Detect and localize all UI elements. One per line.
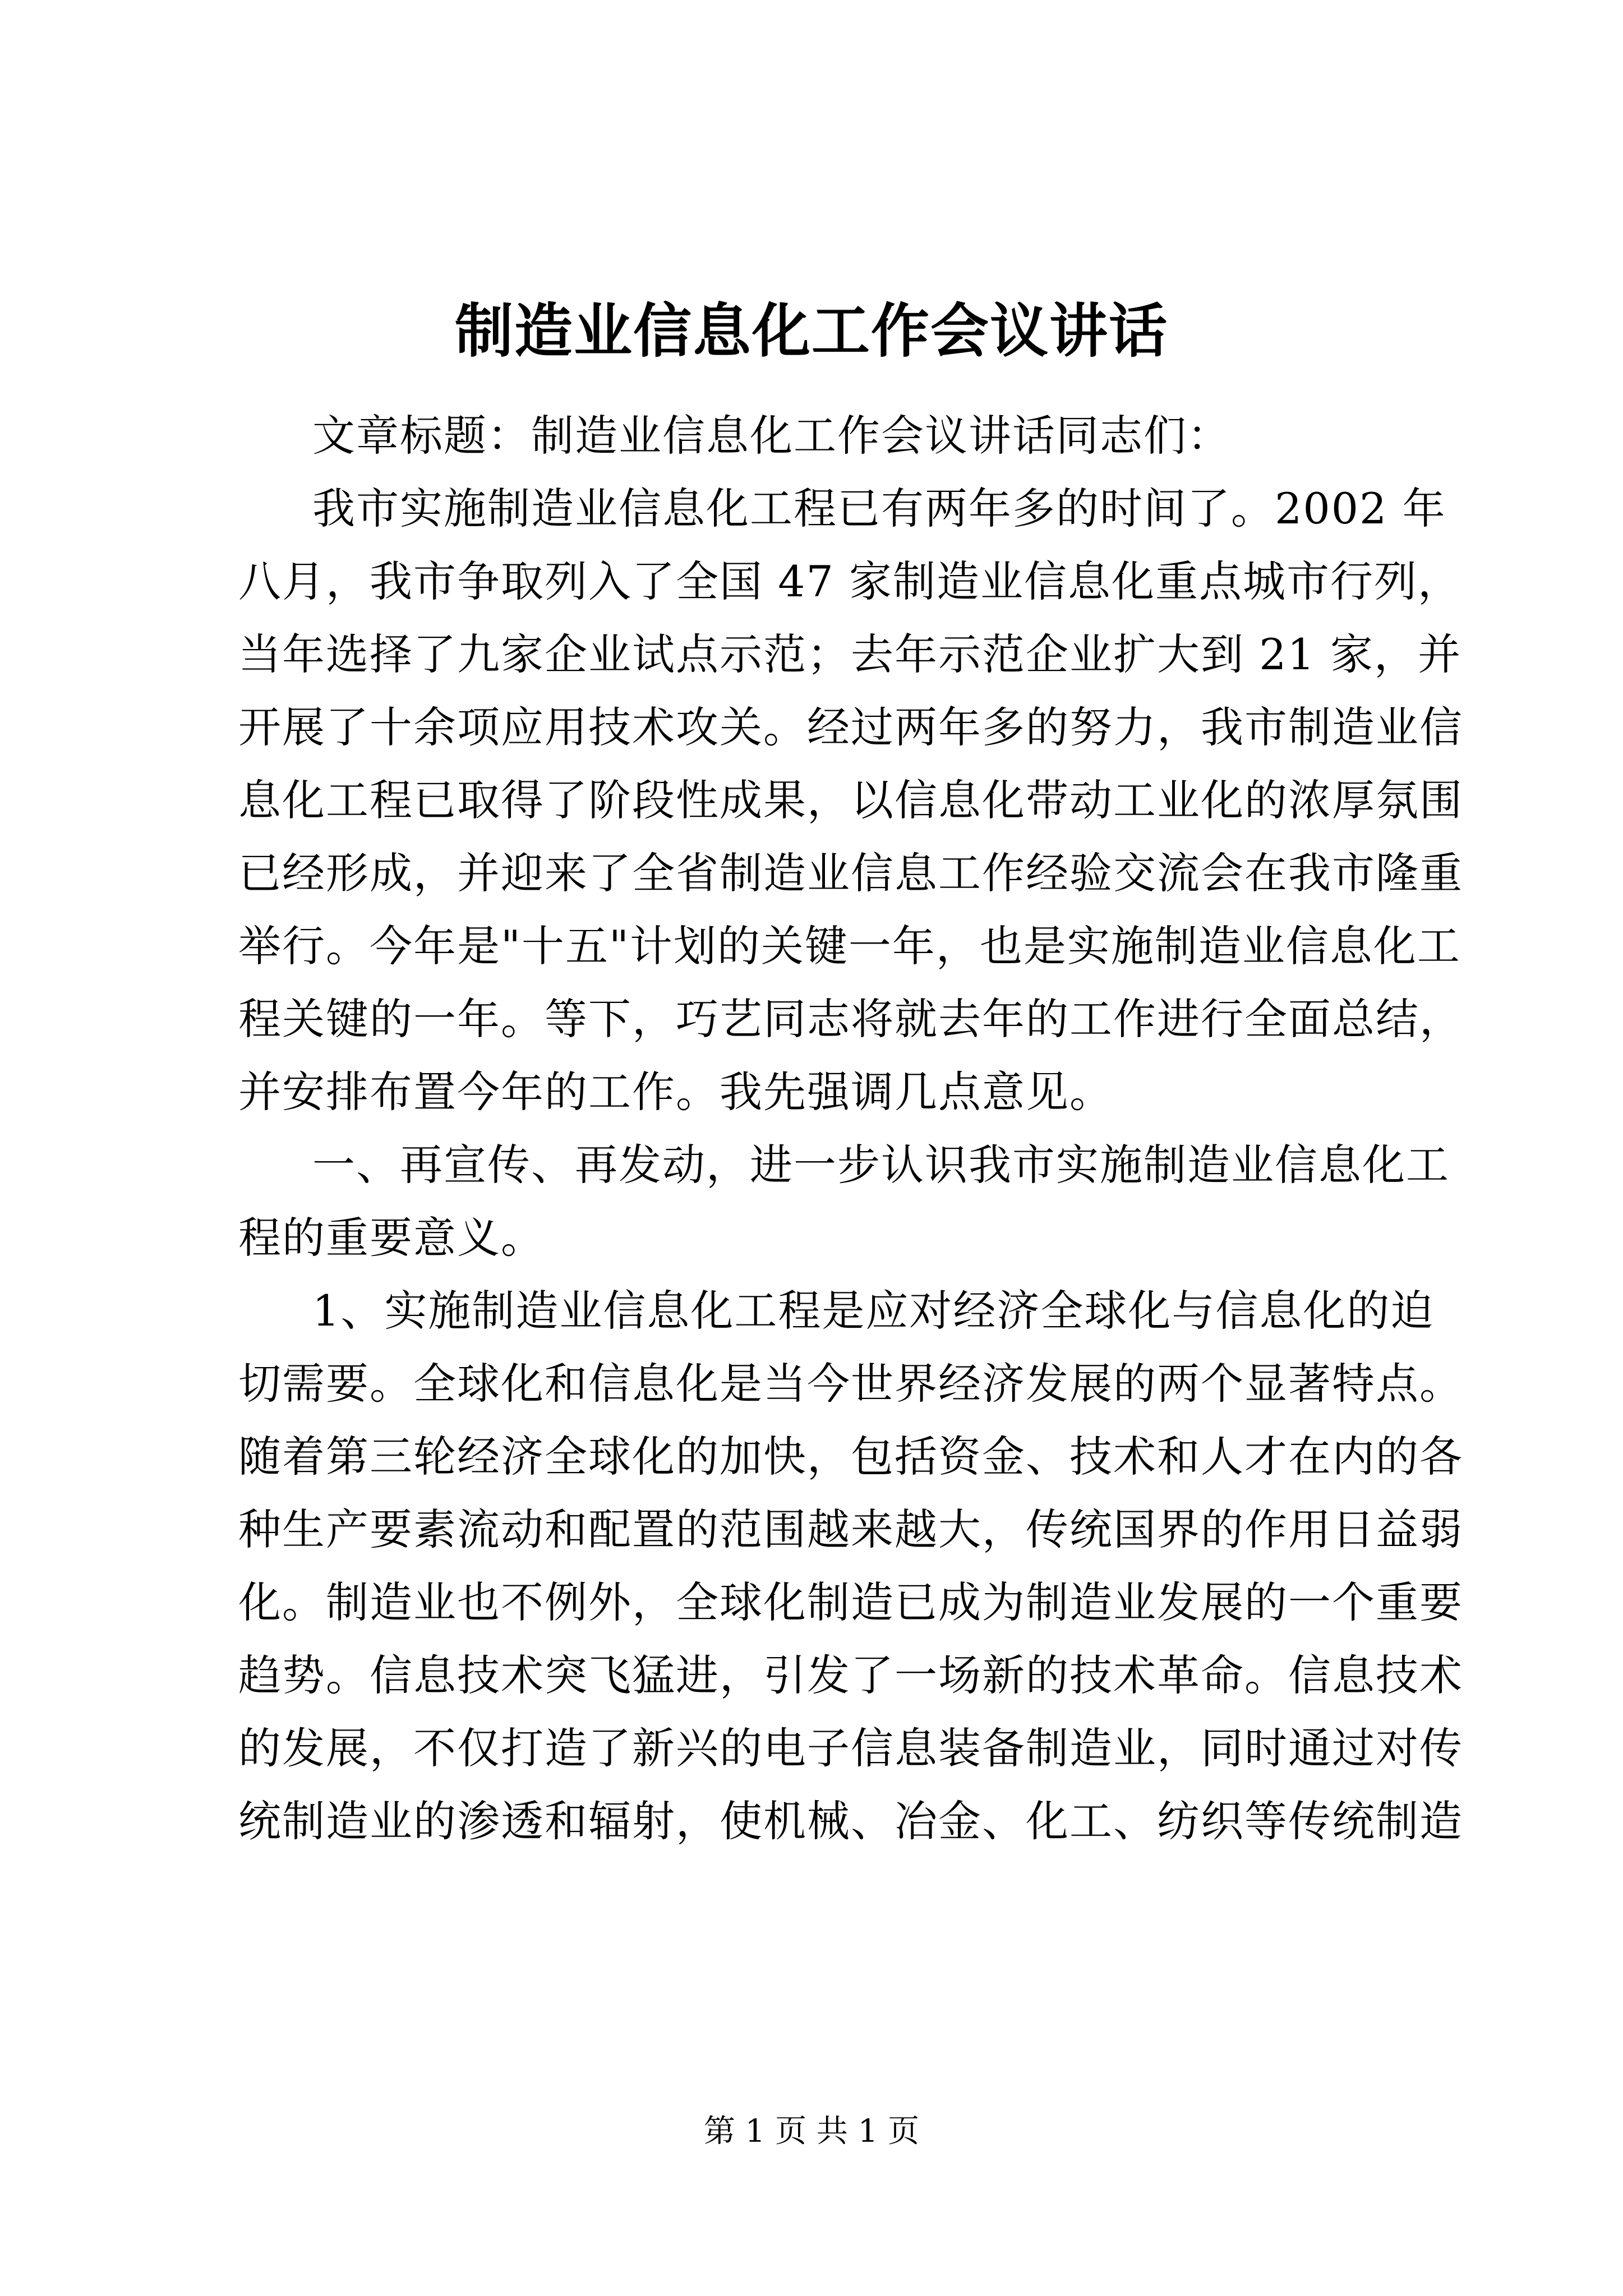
paragraph-line: 开展了十余项应用技术攻关。经过两年多的努力，我市制造业信: [238, 702, 1463, 752]
paragraph-line: 我市实施制造业信息化工程已有两年多的时间了。2002 年: [312, 484, 1446, 533]
document-title: 制造业信息化工作会议讲话: [454, 296, 1168, 365]
paragraph-line: 的发展，不仅打造了新兴的电子信息装备制造业，同时通过对传: [238, 1723, 1463, 1773]
paragraph-line: 趋势。信息技术突飞猛进，引发了一场新的技术革命。信息技术: [238, 1650, 1463, 1700]
paragraph-line: 已经形成，并迎来了全省制造业信息工作经验交流会在我市隆重: [238, 848, 1463, 898]
paragraph-line: 化。制造业也不例外，全球化制造已成为制造业发展的一个重要: [238, 1577, 1463, 1627]
paragraph-line: 举行。今年是"十五"计划的关键一年，也是实施制造业信息化工: [238, 921, 1461, 971]
page-footer: 第 1 页 共 1 页: [703, 2113, 920, 2150]
paragraph-line: 种生产要素流动和配置的范围越来越大，传统国界的作用日益弱: [238, 1504, 1463, 1554]
paragraph-line: 1、实施制造业信息化工程是应对经济全球化与信息化的迫: [312, 1286, 1435, 1336]
document-body: [238, 399, 1463, 1858]
article-title-line: 文章标题：制造业信息化工作会议讲话同志们：: [312, 411, 1231, 461]
paragraph-line: 并安排布置今年的工作。我先强调几点意见。: [238, 1067, 1113, 1117]
paragraph-line: 随着第三轮经济全球化的加快，包括资金、技术和人才在内的各: [238, 1432, 1463, 1481]
paragraph-line: 息化工程已取得了阶段性成果，以信息化带动工业化的浓厚氛围: [238, 775, 1463, 825]
paragraph-line: 八月，我市争取列入了全国 47 家制造业信息化重点城市行列，: [238, 556, 1462, 606]
section-heading-line: 一、再宣传、再发动，进一步认识我市实施制造业信息化工: [312, 1140, 1450, 1190]
paragraph-line: 程关键的一年。等下，巧艺同志将就去年的工作进行全面总结，: [238, 994, 1463, 1044]
paragraph-line: 统制造业的渗透和辐射，使机械、冶金、化工、纺织等传统制造: [238, 1796, 1463, 1846]
section-heading-line: 程的重要意义。: [238, 1213, 545, 1263]
paragraph-line: 切需要。全球化和信息化是当今世界经济发展的两个显著特点。: [238, 1359, 1463, 1409]
paragraph-line: 当年选择了九家企业试点示范；去年示范企业扩大到 21 家，并: [238, 629, 1462, 679]
